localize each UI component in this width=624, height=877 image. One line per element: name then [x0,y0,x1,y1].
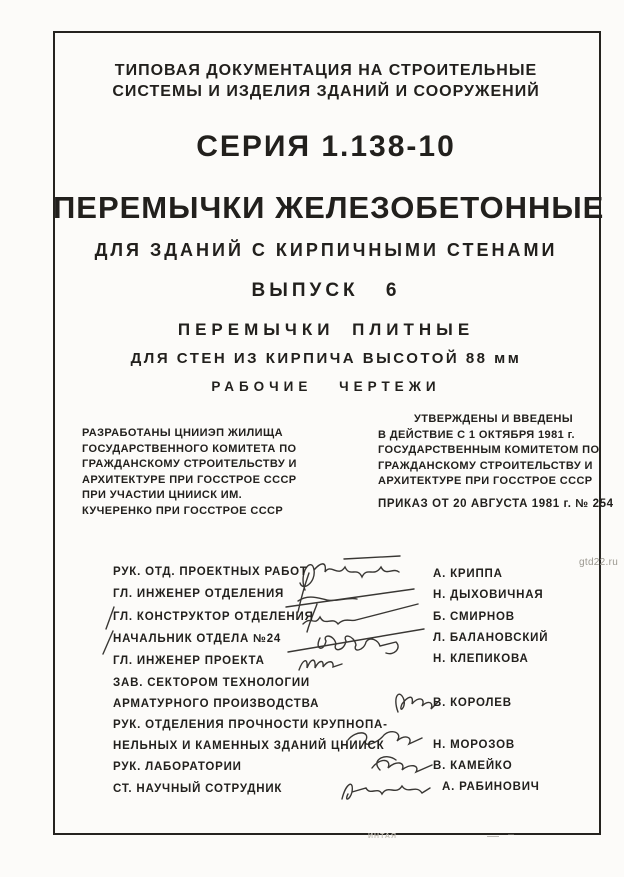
developed-line: КУЧЕРЕНКО ПРИ ГОССТРОЕ СССР [82,504,284,517]
developed-by-block [82,426,297,519]
sig-name: Н. ДЫХОВИЧНАЯ [433,589,544,601]
scan-speck [487,836,499,837]
sig-label: РУК. ОТДЕЛЕНИЯ ПРОЧНОСТИ КРУПНОПА- [113,719,388,731]
sig-label: ГЛ. КОНСТРУКТОР ОТДЕЛЕНИЯ [113,611,314,623]
sig-name: Б. СМИРНОВ [433,611,515,623]
header-line-2: СИСТЕМЫ И ИЗДЕЛИЯ ЗДАНИЙ И СООРУЖЕНИЙ [112,83,540,100]
header-line-1: ТИПОВАЯ ДОКУМЕНТАЦИЯ НА СТРОИТЕЛЬНЫЕ [114,62,538,79]
section-title: ПЕРЕМЫЧКИ ПЛИТНЫЕ [177,320,475,339]
approved-line: ГОСУДАРСТВЕННЫМ КОМИТЕТОМ ПО [378,444,600,456]
sig-label: СТ. НАУЧНЫЙ СОТРУДНИК [113,783,283,795]
issue-number: ВЫПУСК 6 [251,280,401,301]
sig-label: ГЛ. ИНЖЕНЕР ПРОЕКТА [113,655,265,667]
bleed-through-text: ИНТАЯ [368,833,398,840]
developed-line: РАЗРАБОТАНЫ ЦНИИЭП ЖИЛИЩА [82,427,283,439]
sig-name: Н. МОРОЗОВ [433,739,515,751]
developed-line: ГРАЖДАНСКОМУ СТРОИТЕЛЬСТВУ И [82,458,297,470]
sig-label-line2: НЕЛЬНЫХ И КАМЕННЫХ ЗДАНИЙ ЦНИИСК [113,740,385,752]
developed-line: ПРИ УЧАСТИИ ЦНИИСК ИМ. [82,489,243,501]
sig-name: В. КАМЕЙКО [433,760,513,772]
approved-line: АРХИТЕКТУРЕ ПРИ ГОССТРОЕ СССР [378,475,593,487]
sig-label: РУК. ЛАБОРАТОРИИ [113,761,242,773]
document-title: ПЕРЕМЫЧКИ ЖЕЛЕЗОБЕТОННЫЕ [53,190,605,225]
developed-line: АРХИТЕКТУРЕ ПРИ ГОССТРОЕ СССР [82,473,297,486]
developed-line: ГОСУДАРСТВЕННОГО КОМИТЕТА ПО [82,442,297,455]
sig-label: РУК. ОТД. ПРОЕКТНЫХ РАБОТ [113,566,308,578]
approved-line: ГРАЖДАНСКОМУ СТРОИТЕЛЬСТВУ И [378,459,593,472]
approved-line: УТВЕРЖДЕНЫ И ВВЕДЕНЫ [414,413,573,425]
document-subtitle: ДЛЯ ЗДАНИЙ С КИРПИЧНЫМИ СТЕНАМИ [94,240,558,260]
doc-type-label: РАБОЧИЕ ЧЕРТЕЖИ [211,379,441,394]
series-number: СЕРИЯ 1.138-10 [196,130,456,163]
approved-line: В ДЕЙСТВИЕ С 1 ОКТЯБРЯ 1981 г. [378,428,575,441]
section-subtitle: ДЛЯ СТЕН ИЗ КИРПИЧА ВЫСОТОЙ 88 мм [130,350,522,367]
approved-by-block [378,412,599,490]
watermark-text: gtd22.ru [579,557,619,568]
scan-speck [508,834,514,835]
sig-name: А. КРИППА [433,568,503,580]
sig-name: Л. БАЛАНОВСКИЙ [433,632,549,644]
sig-name: Н. КЛЕПИКОВА [433,653,529,665]
sig-name: А. РАБИНОВИЧ [442,781,540,793]
sig-label-line2: АРМАТУРНОГО ПРОИЗВОДСТВА [113,698,320,710]
sig-label: ЗАВ. СЕКТОРОМ ТЕХНОЛОГИИ [113,677,311,689]
approval-order-line: ПРИКАЗ ОТ 20 АВГУСТА 1981 г. № 254 [378,498,614,510]
sig-label: НАЧАЛЬНИК ОТДЕЛА №24 [113,633,282,645]
sig-name: В. КОРОЛЕВ [433,697,512,709]
sig-label: ГЛ. ИНЖЕНЕР ОТДЕЛЕНИЯ [113,588,285,600]
